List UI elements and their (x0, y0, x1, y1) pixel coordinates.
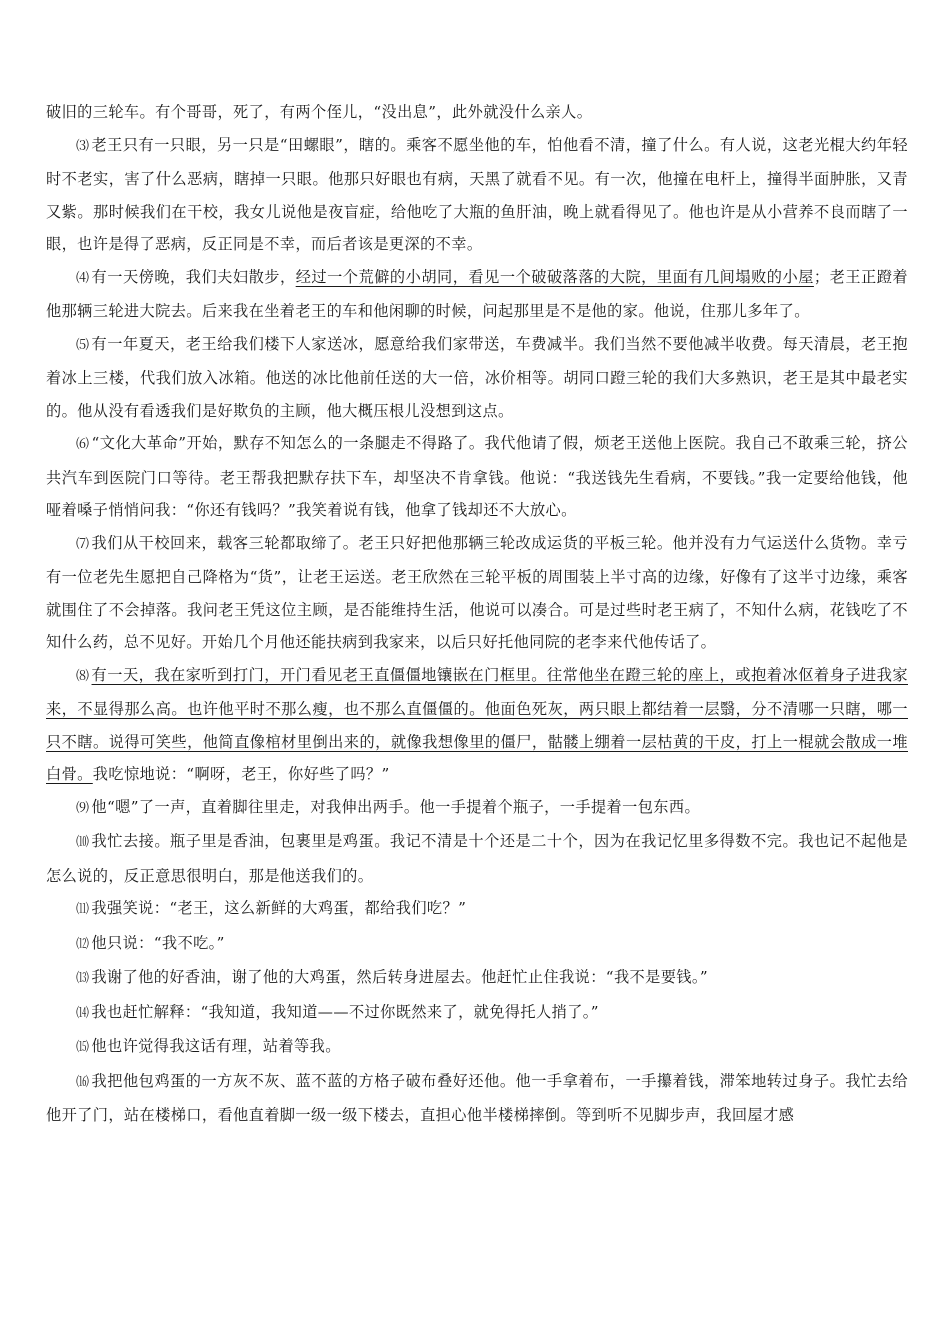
paragraph-continued (46, 96, 908, 129)
paragraph-text: 我们从干校回来，载客三轮都取缔了。老王只好把他那辆三轮改成运货的平板三轮。他并没有力气运送什么货物。幸亏有一位老先生愿把自己降格为“货”，让老王运送。老王欣然在三轮平板的周围装上半寸高的边缘，好像有了这半寸边缘，乘客就围住了不会掉落。我问老王凭这位主顾，是否能维持生活，他说可以凑合。可是过些时老王病了，不知什么病，花钱吃了不知什么药，总不见好。开始几个月他还能扶病到我家来，以后只好托他同院的老李来代他传话了。 (46, 533, 908, 651)
paragraph-number: ⑻ (76, 668, 90, 684)
paragraph-14 (46, 996, 908, 1031)
underlined-text: 经过一个荒僻的小胡同，看见一个破破落落的大院，里面有几间塌败的小屋 (295, 267, 814, 286)
paragraph-number: ⑾ (76, 902, 90, 917)
paragraph-number: ⒂ (76, 1040, 90, 1055)
paragraph-text-after: ；老王正蹬着他那辆三轮进大院去。后来我在坐着老王的车和他闲聊的时候，问起那里是不是他的家。他说，住那儿多年了。 (46, 267, 909, 320)
paragraph-text: 破旧的三轮车。有个哥哥，死了，有两个侄儿，“没出息”，此外就没什么亲人。 (46, 103, 593, 121)
paragraph-text: 我谢了他的好香油，谢了他的大鸡蛋，然后转身进屋去。他赶忙止住我说：“我不是要钱。” (91, 968, 709, 986)
paragraph-number: ⑺ (76, 536, 90, 552)
paragraph-text: 老王只有一只眼，另一只是“田螺眼”，瞎的。乘客不愿坐他的车，怕他看不清，撞了什么。有人说，这老光棍大约年轻时不老实，害了什么恶病，瞎掉一只眼。他那只好眼也有病，天黑了就看不见。有一次，他撞在电杆上，撞得半面肿胀，又青又紫。那时候我们在干校，我女儿说他是夜盲症，给他吃了大瓶的鱼肝油，晚上就看得见了。他也许是从小营养不良而瞎了一眼，也许是得了恶病，反正同是不幸，而后者该是更深的不幸。 (46, 135, 908, 253)
underlined-text: 有一天，我在家听到打门，开门看见老王直僵僵地镶嵌在门框里。往常他坐在蹬三轮的座上，或抱着冰伛着身子进我家来，不显得那么高。也许他平时不那么瘦，也不那么直僵僵的。他面色死灰，两只眼上都结着一层翳，分不清哪一只瞎，哪一只不瞎。说得可笑些，他简直像棺材里倒出来的，就像我想像里的僵尸，骷髅上绷着一层枯黄的干皮，打上一棍就会散成一堆白骨。 (46, 665, 908, 783)
paragraph-text: 他“嗯”了一声，直着脚往里走，对我伸出两手。他一手提着个瓶子，一手提着一包东西。 (91, 797, 701, 816)
paragraph-15 (46, 1030, 908, 1065)
paragraph-number: ⒃ (76, 1074, 90, 1090)
paragraph-3 (46, 129, 908, 261)
paragraph-12 (46, 927, 908, 962)
paragraph-number: ⒀ (76, 971, 90, 986)
document-page (46, 96, 908, 1132)
paragraph-6 (46, 427, 908, 527)
paragraph-number: ⑸ (76, 337, 90, 353)
paragraph-text: 我强笑说：“老王，这么新鲜的大鸡蛋，都给我们吃？” (91, 899, 467, 917)
paragraph-7 (46, 527, 908, 659)
paragraph-text: “文化大革命”开始，默存不知怎么的一条腿走不得路了。我代他请了假，烦老王送他上医院。我自己不敢乘三轮，挤公共汽车到医院门口等待。老王帮我把默存扶下车，却坚决不肯拿钱。他说：“我送钱先生看病，不要钱。”我一定要给他钱，他哑着嗓子悄悄问我：“你还有钱吗？”我笑着说有钱，他拿了钱却还不大放心。 (46, 434, 908, 519)
paragraph-16 (46, 1065, 908, 1132)
paragraph-text: 我忙去接。瓶子里是香油，包裹里是鸡蛋。我记不清是十个还是二十个，因为在我记忆里多得数不完。我也记不起他是怎么说的，反正意思很明白，那是他送我们的。 (46, 832, 908, 885)
paragraph-number: ⒁ (76, 1005, 90, 1021)
paragraph-text: 他也许觉得我这话有理，站着等我。 (91, 1037, 341, 1055)
paragraph-text: 我把他包鸡蛋的一方灰不灰、蓝不蓝的方格子破布叠好还他。他一手拿着布，一手攥着钱，滞笨地转过身子。我忙去给他开了门，站在楼梯口，看他直着脚一级一级下楼去，直担心他半楼梯摔倒。等到听不见脚步声，我回屋才感 (46, 1071, 908, 1124)
paragraph-10 (46, 825, 908, 892)
paragraph-4 (46, 261, 908, 328)
paragraph-number: ⑿ (76, 936, 90, 952)
paragraph-text: 有一年夏天，老王给我们楼下人家送冰，愿意给我们家带送，车费减半。我们当然不要他减半收费。每天清晨，老王抱着冰上三楼，代我们放入冰箱。他送的冰比他前任送的大一倍，冰价相等。胡同口蹬三轮的我们大多熟识，老王是其中最老实的。他从没有看透我们是好欺负的主顾，他大概压根儿没想到这点。 (46, 334, 908, 420)
paragraph-number: ⑼ (76, 800, 90, 816)
paragraph-text: 他只说：“我不吃。” (91, 933, 225, 952)
paragraph-text: 有一天傍晚，我们夫妇散步， (91, 267, 296, 286)
paragraph-9 (46, 791, 908, 826)
paragraph-number: ⑶ (76, 138, 90, 154)
paragraph-text: 我也赶忙解释：“我知道，我知道——不过你既然来了，就免得托人捎了。” (91, 1002, 599, 1021)
paragraph-13 (46, 961, 908, 996)
paragraph-11 (46, 892, 908, 927)
paragraph-number: ⑽ (76, 835, 90, 850)
paragraph-text-after: 我吃惊地说：“啊呀，老王，你好些了吗？” (92, 765, 390, 783)
paragraph-number: ⑹ (76, 437, 90, 452)
paragraph-8 (46, 659, 908, 791)
paragraph-5 (46, 328, 908, 428)
paragraph-number: ⑷ (76, 270, 90, 286)
